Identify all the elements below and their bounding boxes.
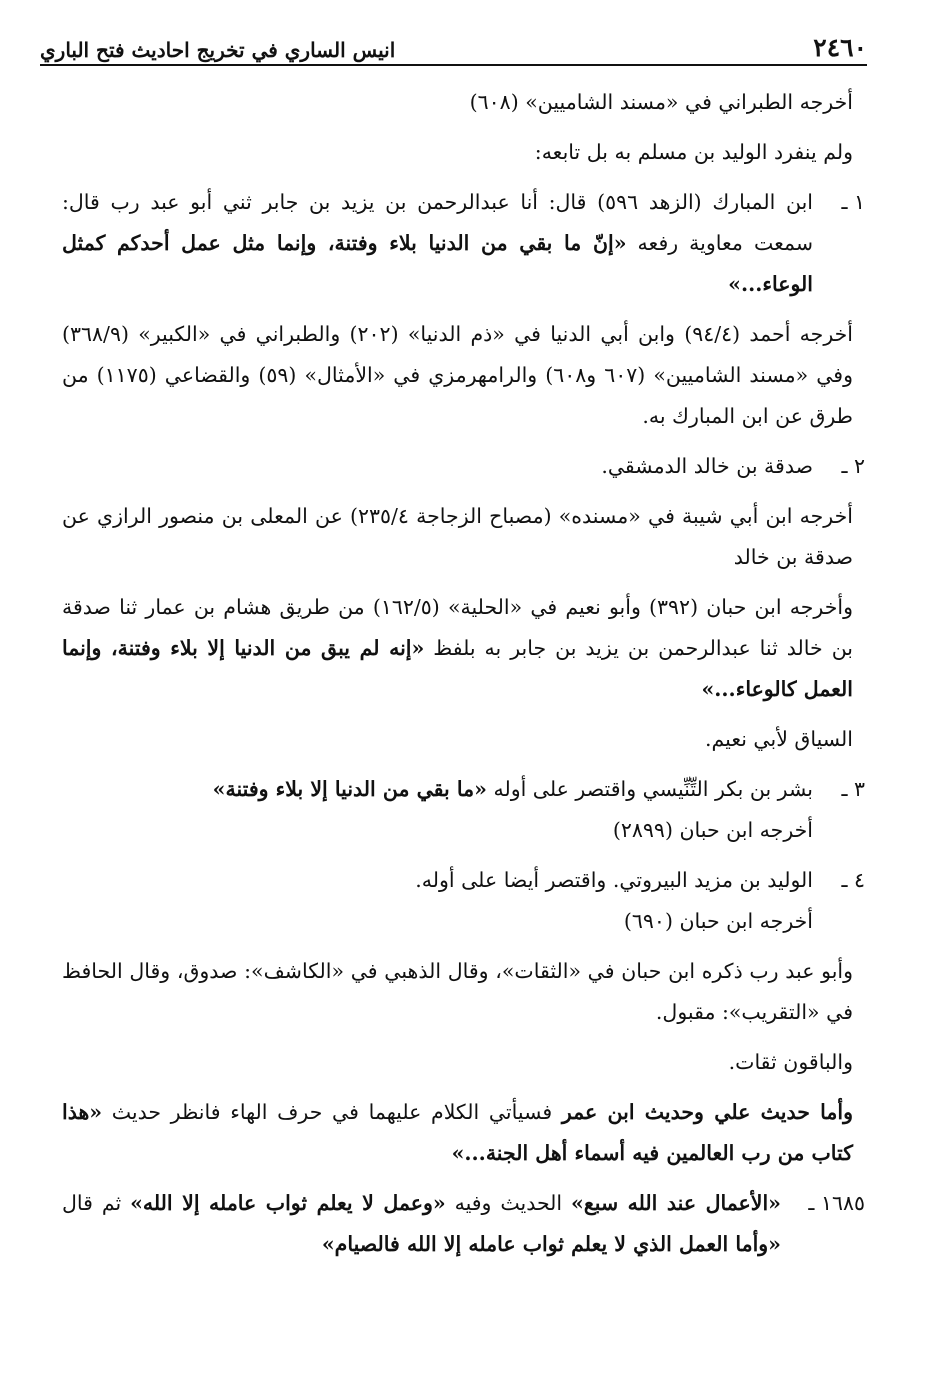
hadith-entry-text <box>62 1183 781 1265</box>
running-title: انيس الساري في تخريج احاديث فتح الباري <box>40 38 396 62</box>
paragraph-siyaq: السياق لأبي نعيم. <box>704 727 853 751</box>
paragraph-takhrij-tabarani: أخرجه الطبراني في «مسند الشاميين» (٦٠٨) <box>469 90 853 114</box>
list-item-takhrij: أخرجه ابن حبان (٦٩٠) <box>623 909 813 933</box>
hadith-quote: «وأما العمل الذي لا يعلم ثواب عامله إلا الله فالصيام» <box>321 1232 781 1256</box>
list-item-text <box>62 769 813 851</box>
hadith-quote: «إنّ ما بقي من الدنيا بلاء وفتنة، وإنما مثل عمل أحدكم كمثل الوعاء...» <box>62 231 813 296</box>
hadith-quote: «هذا كتاب من رب العالمين فيه أسماء أهل الجنة...» <box>62 1100 853 1165</box>
list-item-1 <box>62 182 865 305</box>
list-item-text-plain: بشر بن بكر التِّنِّيسي واقتصر على أوله <box>486 777 813 801</box>
paragraph-hadith-ali <box>62 1092 865 1174</box>
list-item-number: ٤ ـ <box>841 868 865 892</box>
list-item-4 <box>62 860 865 942</box>
list-item-text-plain: الوليد بن مزيد البيروتي. واقتصر أيضا على أوله. <box>415 868 813 892</box>
paragraph-text: فسيأتي الكلام عليهما في حرف الهاء فانظر حديث <box>102 1100 562 1124</box>
hadith-entry-number: ١٦٨٥ ـ <box>808 1191 865 1215</box>
hadith-entry-text-plain: ثم قال <box>62 1191 131 1215</box>
hadith-quote: «الأعمال عند الله سبع» <box>571 1191 781 1215</box>
paragraph-mutaba-intro: ولم ينفرد الوليد بن مسلم به بل تابعه: <box>534 140 853 164</box>
list-item-text-plain: ابن المبارك (الزهد ٥٩٦) قال: أنا عبدالرحمن بن يزيد بن جابر ثني أبو عبد رب قال: سمعت معاوية رفعه <box>62 190 813 255</box>
paragraph-text: وأخرجه ابن حبان (٣٩٢) وأبو نعيم في «الحلية» (١٦٢/٥) من طريق هشام بن عمار ثنا صدقة بن خالد ثنا عبدالرحمن بن يزيد بن جابر به بلفظ <box>62 595 853 660</box>
paragraph-takhrij-ibn-abi-shayba: أخرجه ابن أبي شيبة في «مسنده» (مصباح الزجاجة ٢٣٥/٤) عن المعلى بن منصور الرازي عن صدقة بن خالد <box>62 504 853 569</box>
paragraph-thiqat: والباقون ثقات. <box>728 1050 853 1074</box>
hadith-quote: «ما بقي من الدنيا إلا بلاء وفتنة» <box>212 777 487 801</box>
hadith-entry-1685 <box>62 1183 865 1265</box>
page-header <box>40 28 867 66</box>
page-body <box>62 82 865 1274</box>
hadith-entry-text-plain: الحديث وفيه <box>445 1191 572 1215</box>
paragraph-takhrij-ibn-hibban <box>62 587 865 710</box>
list-item-2 <box>62 446 865 487</box>
page-number: ٢٤٦٠ <box>813 33 867 62</box>
list-item-text <box>62 182 813 305</box>
paragraph-narrator-grading: وأبو عبد رب ذكره ابن حبان في «الثقات»، وقال الذهبي في «الكاشف»: صدوق، وقال الحافظ في «التقريب»: مقبول. <box>62 959 853 1024</box>
list-item-text: صدقة بن خالد الدمشقي. <box>601 454 813 478</box>
hadith-quote: «وعمل لا يعلم ثواب عامله إلا الله» <box>130 1191 446 1215</box>
list-item-3 <box>62 769 865 851</box>
list-item-text <box>62 860 813 942</box>
list-item-number: ٢ ـ <box>841 454 865 478</box>
paragraph-takhrij-ahmad: أخرجه أحمد (٩٤/٤) وابن أبي الدنيا في «ذم الدنيا» (٢٠٢) والطبراني في «الكبير» (٣٦٨/٩) وفي «مسند الشاميين» (٦٠٧ و٦٠٨) والرامهرمزي في «الأمثال» (٥٩) والقضاعي (١١٧٥) من طرق عن ابن المبارك به. <box>62 322 853 428</box>
bold-phrase: وأما حديث علي وحديث ابن عمر <box>561 1100 853 1124</box>
list-item-number: ١ ـ <box>841 190 865 214</box>
list-item-takhrij: أخرجه ابن حبان (٢٨٩٩) <box>612 818 813 842</box>
list-item-number: ٣ ـ <box>841 777 865 801</box>
hadith-quote: «إنه لم يبق من الدنيا إلا بلاء وفتنة، وإنما العمل كالوعاء...» <box>62 636 853 701</box>
